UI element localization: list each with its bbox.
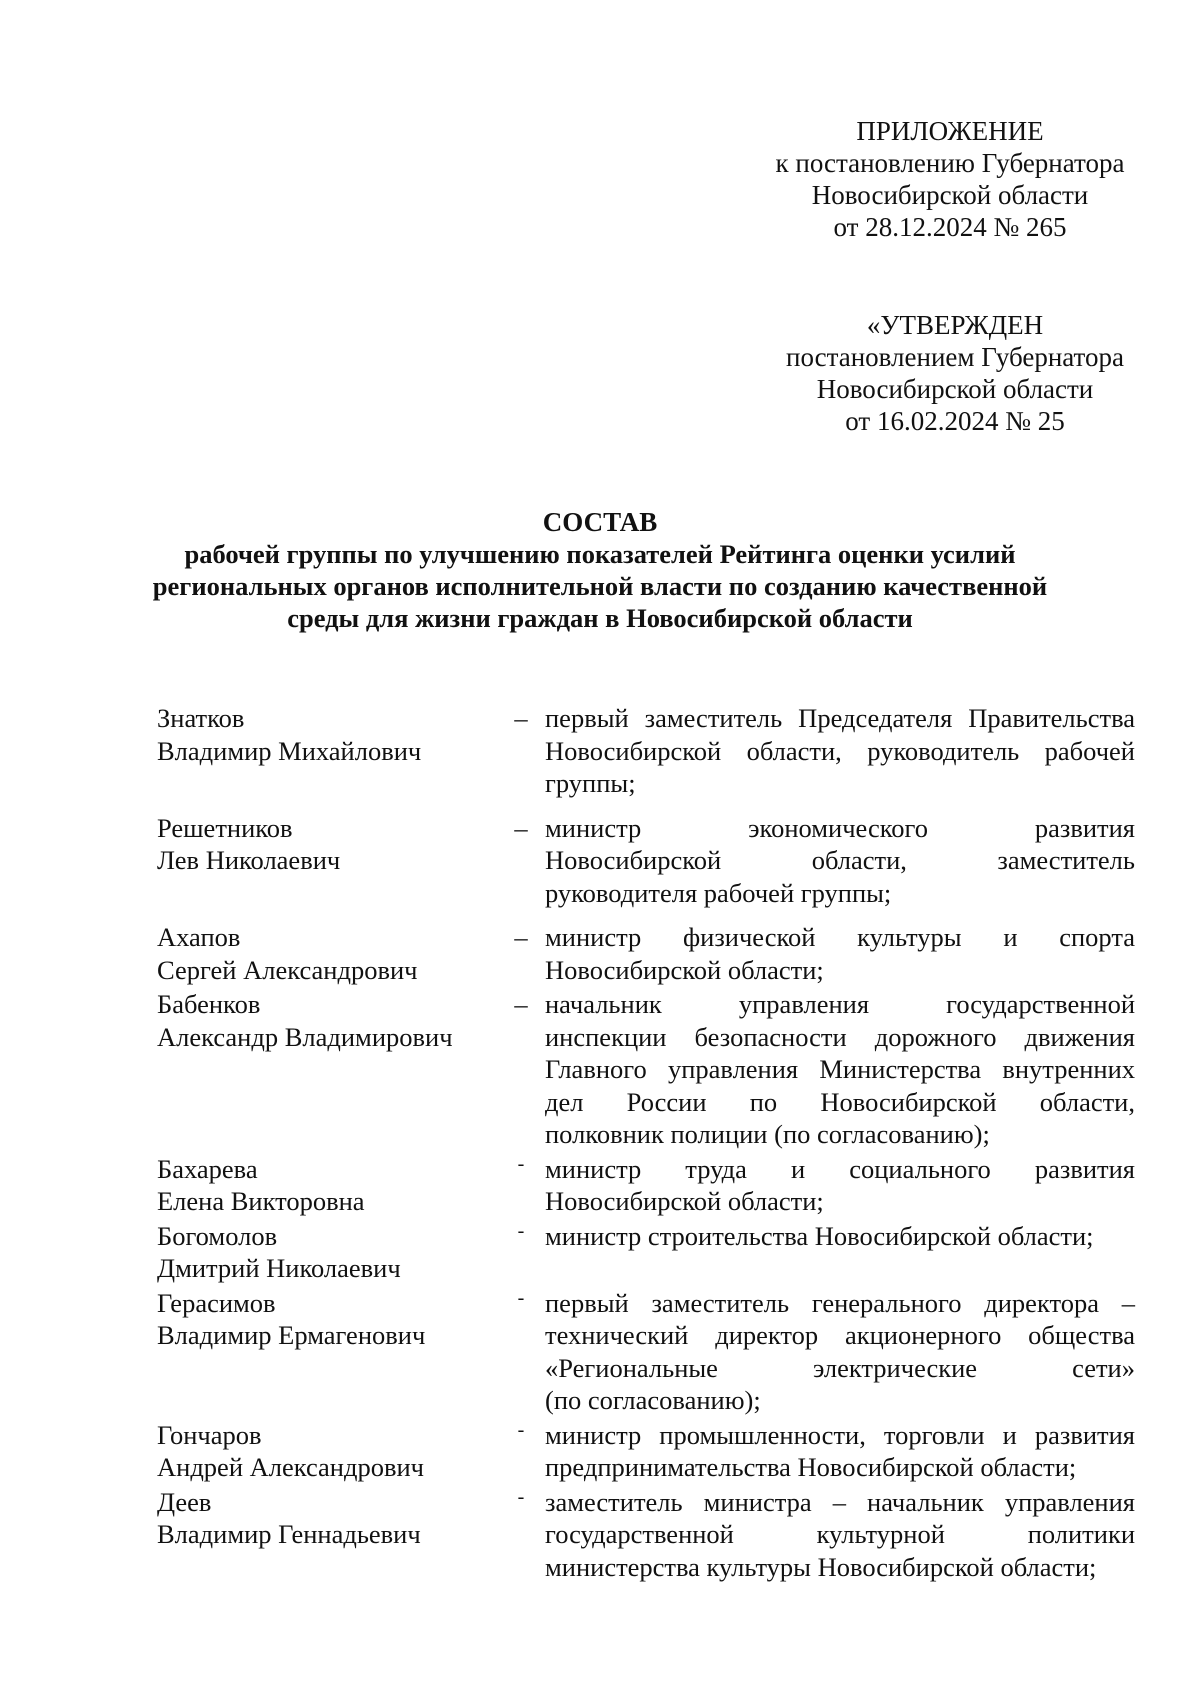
approval-region: Новосибирской области: [816, 374, 1094, 404]
member-role-line: «Региональные электрические сети»: [545, 1352, 1135, 1383]
member-role-line: министр промышленности, торговли и развития: [545, 1419, 1135, 1450]
member-surname: Деев: [157, 1486, 212, 1517]
approval-label: «УТВЕРЖДЕН: [866, 310, 1044, 340]
member-role-line: министр труда и социального развития: [545, 1153, 1135, 1184]
member-role: [545, 921, 1135, 986]
member-name: [157, 1419, 497, 1484]
title-line: региональных органов исполнительной власти по созданию качественной: [152, 571, 1048, 601]
member-dash: -: [517, 1418, 525, 1441]
title-line: рабочей группы по улучшению показателей Рейтинга оценки усилий: [184, 539, 1016, 569]
member-role: [545, 1287, 1135, 1417]
member-role-line: Новосибирской области;: [545, 954, 824, 985]
member-row: [157, 988, 1135, 1151]
member-given-names: Владимир Михайлович: [157, 735, 422, 766]
member-name: [157, 1153, 497, 1218]
member-dash: –: [514, 989, 528, 1019]
member-name: [157, 812, 497, 910]
member-role-line: Главного управления Министерства внутренних: [545, 1054, 1135, 1084]
member-dash: -: [517, 1286, 525, 1309]
member-row: [157, 702, 1135, 800]
member-role-line: начальник управления государственной: [545, 989, 1135, 1019]
member-row: [157, 921, 1135, 986]
member-role: [545, 812, 1135, 910]
member-given-names: Андрей Александрович: [157, 1452, 424, 1482]
document-title: [140, 506, 1060, 634]
member-given-names: Владимир Геннадьевич: [157, 1519, 421, 1549]
member-row: [157, 1419, 1135, 1484]
member-role-line: министр физической культуры и спорта: [545, 922, 1135, 952]
member-given-names: Владимир Ермагенович: [157, 1320, 426, 1350]
member-row: [157, 1153, 1135, 1218]
member-role-line: Новосибирской области, заместитель: [545, 845, 1135, 875]
member-role-line: Новосибирской области, руководитель рабочей: [545, 735, 1135, 766]
member-role-line: группы;: [545, 768, 636, 798]
member-role: [545, 702, 1135, 800]
member-role: [545, 1419, 1135, 1484]
member-role-line: (по согласованию);: [545, 1385, 761, 1415]
member-surname: Гончаров: [157, 1419, 262, 1450]
member-given-names: Лев Николаевич: [157, 845, 341, 875]
member-role-line: первый заместитель Председателя Правительства: [545, 703, 1135, 733]
title-heading: СОСТАВ: [542, 507, 658, 537]
member-dash: –: [514, 703, 528, 733]
member-role-line: первый заместитель генерального директора –: [545, 1287, 1135, 1318]
member-given-names: Сергей Александрович: [157, 954, 418, 985]
member-surname: Бабенков: [157, 989, 261, 1019]
appendix-region: Новосибирской области: [811, 180, 1089, 210]
member-role-line: руководителя рабочей группы;: [545, 877, 892, 908]
member-role-line: заместитель министра – начальник управления: [545, 1486, 1135, 1517]
member-name: [157, 1287, 497, 1417]
member-name: [157, 1486, 497, 1584]
appendix-resolution: к постановлению Губернатора: [775, 148, 1125, 178]
member-role-line: технический директор акционерного общества: [545, 1320, 1135, 1350]
member-role-line: министр экономического развития: [545, 812, 1135, 843]
member-row: [157, 1220, 1135, 1285]
member-role-line: предпринимательства Новосибирской области;: [545, 1452, 1077, 1482]
approval-header: [745, 309, 1165, 437]
member-dash: –: [514, 812, 528, 843]
appendix-label: ПРИЛОЖЕНИЕ: [856, 116, 1044, 146]
member-given-names: Александр Владимирович: [157, 1021, 453, 1052]
member-role-line: инспекции безопасности дорожного движения: [545, 1021, 1135, 1052]
member-row: [157, 1287, 1135, 1417]
appendix-date-number: от 28.12.2024 № 265: [833, 212, 1067, 242]
member-given-names: Елена Викторовна: [157, 1186, 365, 1216]
member-role: [545, 1220, 1135, 1285]
member-role-line: полковник полиции (по согласованию);: [545, 1119, 990, 1149]
member-surname: Богомолов: [157, 1220, 278, 1251]
member-dash: -: [517, 1485, 525, 1508]
member-surname: Ахапов: [157, 922, 241, 952]
member-surname: Решетников: [157, 812, 293, 843]
member-role-line: дел России по Новосибирской области,: [545, 1086, 1135, 1117]
approval-resolution: постановлением Губернатора: [786, 342, 1124, 372]
member-role-line: Новосибирской области;: [545, 1186, 824, 1216]
member-surname: Знатков: [157, 703, 245, 733]
member-name: [157, 988, 497, 1151]
approval-date-number: от 16.02.2024 № 25: [845, 406, 1065, 436]
member-role-line: государственной культурной политики: [545, 1519, 1135, 1549]
member-given-names: Дмитрий Николаевич: [157, 1253, 401, 1283]
member-name: [157, 702, 497, 800]
member-surname: Герасимов: [157, 1287, 276, 1318]
member-role: [545, 988, 1135, 1151]
appendix-header: [740, 115, 1160, 243]
member-surname: Бахарева: [157, 1153, 258, 1184]
member-row: [157, 1486, 1135, 1584]
member-role-line: министерства культуры Новосибирской области;: [545, 1551, 1097, 1582]
member-dash: -: [517, 1219, 525, 1242]
member-name: [157, 1220, 497, 1285]
member-dash: -: [517, 1152, 525, 1175]
member-dash: –: [514, 922, 528, 952]
title-line: среды для жизни граждан в Новосибирской области: [287, 603, 913, 633]
member-row: [157, 812, 1135, 910]
members-list: [157, 702, 1135, 1585]
member-role-line: министр строительства Новосибирской области;: [545, 1220, 1094, 1251]
member-role: [545, 1486, 1135, 1584]
member-role: [545, 1153, 1135, 1218]
member-name: [157, 921, 497, 986]
